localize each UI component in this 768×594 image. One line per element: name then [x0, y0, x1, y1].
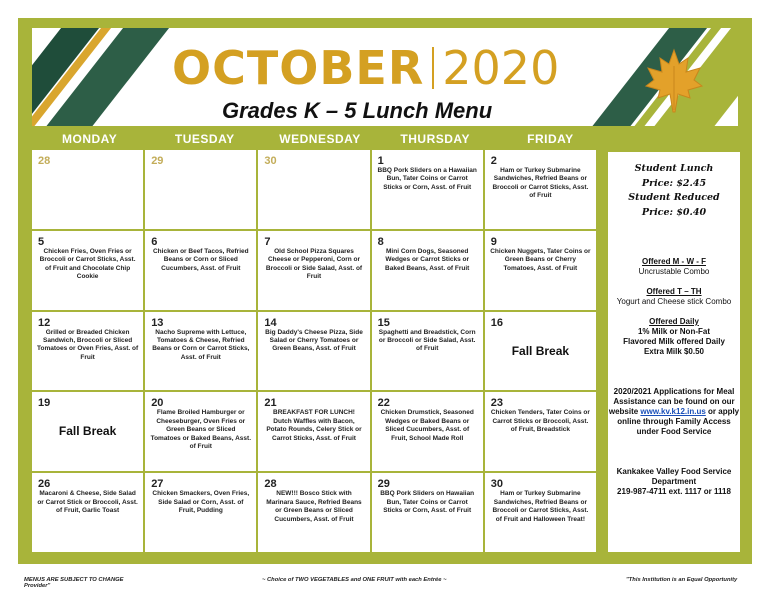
offered-tth-heading: Offered T – TH — [646, 286, 702, 296]
menu-text: Ham or Turkey Submarine Sandwiches, Refried Beans or Broccoli or Carrot Sticks, Asst. of Fruit and Halloween Treat! — [492, 490, 589, 523]
menu-text: Chicken Tenders, Tater Coins or Carrot Sticks or Broccoli, Asst. of Fruit, Breadstick — [490, 409, 590, 434]
website-link[interactable]: www.kv.k12.in.us — [640, 406, 706, 416]
title-row — [172, 42, 559, 94]
offered-mwf-heading: Offered M - W - F — [642, 256, 706, 266]
day-cell — [32, 150, 143, 229]
menu-text: Mini Corn Dogs, Seasoned Wedges or Carrot Sticks or Baked Beans, Asst. of Fruit — [385, 247, 470, 272]
menu-text: Flame Broiled Hamburger or Cheeseburger, Oven Fries or Green Beans or Sliced Tomatoes or Baked Beans, Asst. of Fruit — [150, 409, 251, 451]
menu-text: Chicken Smackers, Oven Fries, Side Salad or Corn, Asst. of Fruit, Pudding — [152, 490, 250, 515]
footer-left-line: Provider" — [24, 583, 51, 589]
day-cell — [32, 392, 143, 471]
contact-info — [608, 467, 740, 497]
day-cell — [258, 150, 369, 229]
day-cell — [145, 231, 256, 310]
fall-break-label: Fall Break — [511, 343, 570, 358]
day-number: 12 — [38, 316, 51, 329]
day-cell — [485, 150, 596, 229]
contact-line: 219-987-4711 ext. 1117 or 1118 — [617, 486, 731, 496]
day-number: 13 — [151, 316, 164, 329]
day-cell — [372, 231, 483, 310]
year-title: 2020 — [442, 41, 560, 95]
page-subtitle: Grades K – 5 Lunch Menu — [222, 98, 493, 123]
menu-text: BBQ Pork Sliders on a Hawaiian Bun, Tater Coins or Carrot Sticks or Corn, Asst. of Fruit — [377, 167, 477, 191]
day-cell — [258, 231, 369, 310]
day-cell — [372, 312, 483, 391]
day-number: 20 — [151, 397, 164, 410]
weekday-monday: MONDAY — [61, 132, 118, 146]
day-cell — [485, 473, 596, 552]
contact-line: Kankakee Valley Food Service Department — [616, 466, 732, 486]
day-number: 21 — [264, 397, 277, 410]
applications-note — [608, 387, 740, 437]
day-cell — [145, 473, 256, 552]
daily-line: Extra Milk $0.50 — [643, 346, 705, 356]
day-number: 30 — [490, 478, 504, 491]
day-number: 14 — [264, 316, 277, 329]
day-number: 27 — [151, 478, 164, 491]
weekday-wednesday: WEDNESDAY — [279, 132, 361, 146]
day-cell — [145, 392, 256, 471]
maple-leaf-icon — [644, 48, 704, 114]
day-number: 28 — [38, 155, 51, 167]
day-number: 29 — [151, 155, 164, 167]
menu-text: Nacho Supreme with Lettuce, Tomatoes & Cheese, Refried Beans or Corn or Carrot Sticks, Asst. of Fruit — [152, 328, 250, 361]
offered-tth — [608, 287, 740, 307]
day-number: 16 — [490, 316, 504, 329]
daily-line: 1% Milk or Non-Fat — [637, 326, 710, 336]
day-number: 23 — [490, 397, 504, 410]
day-cell — [32, 473, 143, 552]
day-number: 9 — [490, 235, 497, 248]
day-number: 22 — [377, 397, 390, 410]
menu-text: Old School Pizza Squares Cheese or Pepperoni, Corn or Broccoli or Side Salad, Asst. of Fruit — [265, 247, 363, 281]
offered-daily — [608, 317, 740, 357]
applications-text: or apply online through Family Access under Food Service — [617, 406, 740, 436]
title-divider — [432, 47, 434, 89]
menu-text: Chicken Fries, Oven Fries or Broccoli or Carrot Sticks, Asst. of Fruit and Chocolate Chip Cookie — [39, 247, 136, 281]
price-line: Price: $0.40 — [641, 207, 707, 219]
weekday-thursday: THURSDAY — [400, 132, 470, 146]
day-cell — [372, 150, 483, 229]
footer-left-line: MENUS ARE SUBJECT TO CHANGE — [24, 577, 124, 583]
day-number: 2 — [490, 155, 497, 167]
day-number: 8 — [377, 235, 384, 248]
day-number: 26 — [38, 478, 51, 491]
day-number: 29 — [377, 478, 390, 491]
menu-text: Grilled or Breaded Chicken Sandwich, Broccoli or Sliced Tomatoes or Oven Fries, Asst. of Fruit — [37, 328, 139, 361]
offered-tth-item: Yogurt and Cheese stick Combo — [616, 296, 732, 306]
price-block — [608, 162, 740, 221]
day-number: 1 — [377, 155, 384, 167]
day-cell — [258, 392, 369, 471]
menu-text: Chicken Nuggets, Tater Coins or Green Beans or Cherry Tomatoes, Asst. of Fruit — [490, 247, 591, 272]
day-number: 5 — [38, 235, 45, 248]
day-number: 30 — [264, 155, 277, 167]
day-number: 15 — [377, 316, 390, 329]
day-cell — [485, 312, 596, 391]
calendar-grid — [32, 150, 596, 552]
menu-text: NEW!!! Bosco Stick with Marinara Sauce, Refried Beans or Green Beans or Sliced Cucumbers, Asst. of Fruit — [266, 490, 362, 523]
menu-text: Macaroni & Cheese, Side Salad or Carrot Stick or Broccoli, Asst. of Fruit, Garlic Toast — [37, 490, 138, 515]
footer-center: ~ Choice of TWO VEGETABLES and ONE FRUIT with each Entrée ~ — [262, 577, 447, 583]
day-number: 19 — [38, 397, 51, 410]
menu-text: BBQ Pork Sliders on Hawaiian Bun, Tater Coins or Carrot Sticks or Corn, Asst. of Fruit — [380, 490, 475, 515]
menu-text: Ham or Turkey Submarine Sandwiches, Refried Beans or Broccoli or Carrot Sticks, Asst. of Fruit — [492, 167, 589, 200]
day-cell — [32, 312, 143, 391]
day-cell — [372, 392, 483, 471]
day-number: 28 — [264, 478, 277, 491]
menu-text: BREAKFAST FOR LUNCH! Dutch Waffles with Bacon, Potato Rounds, Celery Stick or Carrot Sticks, Asst. of Fruit — [266, 409, 362, 442]
day-cell — [372, 473, 483, 552]
footer-right: "This Institution is an Equal Opportunity — [626, 577, 738, 583]
price-line: Price: $2.45 — [641, 177, 707, 189]
day-cell — [485, 231, 596, 310]
menu-text: Spaghetti and Breadstick, Corn or Broccoli or Side Salad, Asst. of Fruit — [378, 328, 476, 353]
header-banner — [32, 28, 738, 126]
applications-text: 2020/2021 Applications for Meal Assistance can be found on our website — [608, 386, 735, 416]
day-number: 6 — [151, 235, 158, 248]
daily-line: Flavored Milk offered Daily — [623, 336, 725, 346]
menu-text: Chicken or Beef Tacos, Refried Beans or Corn or Sliced Cucumbers, Asst. of Fruit — [152, 247, 249, 272]
offered-daily-heading: Offered Daily — [649, 316, 699, 326]
day-cell — [145, 150, 256, 229]
month-title: OCTOBER — [172, 41, 425, 95]
day-cell — [145, 312, 256, 391]
day-cell — [32, 231, 143, 310]
day-number: 7 — [264, 235, 271, 248]
info-sidebar — [608, 152, 740, 552]
menu-text: Chicken Drumstick, Seasoned Wedges or Baked Beans or Sliced Cucumbers, Asst. of Fruit, School Made Roll — [380, 409, 474, 442]
day-cell — [485, 392, 596, 471]
weekday-header — [32, 128, 608, 150]
offered-mwf — [608, 257, 740, 277]
fall-break-label: Fall Break — [58, 424, 117, 439]
footer-left — [24, 577, 124, 589]
day-cell — [258, 312, 369, 391]
price-line: Student Reduced — [628, 192, 720, 204]
weekday-friday: FRIDAY — [527, 132, 574, 146]
offered-mwf-item: Uncrustable Combo — [638, 266, 710, 276]
menu-text: Big Daddy's Cheese Pizza, Side Salad or Cherry Tomatoes or Green Beans, Asst. of Fruit — [265, 328, 363, 353]
day-cell — [258, 473, 369, 552]
price-line: Student Lunch — [634, 163, 714, 174]
weekday-tuesday: TUESDAY — [174, 132, 235, 146]
